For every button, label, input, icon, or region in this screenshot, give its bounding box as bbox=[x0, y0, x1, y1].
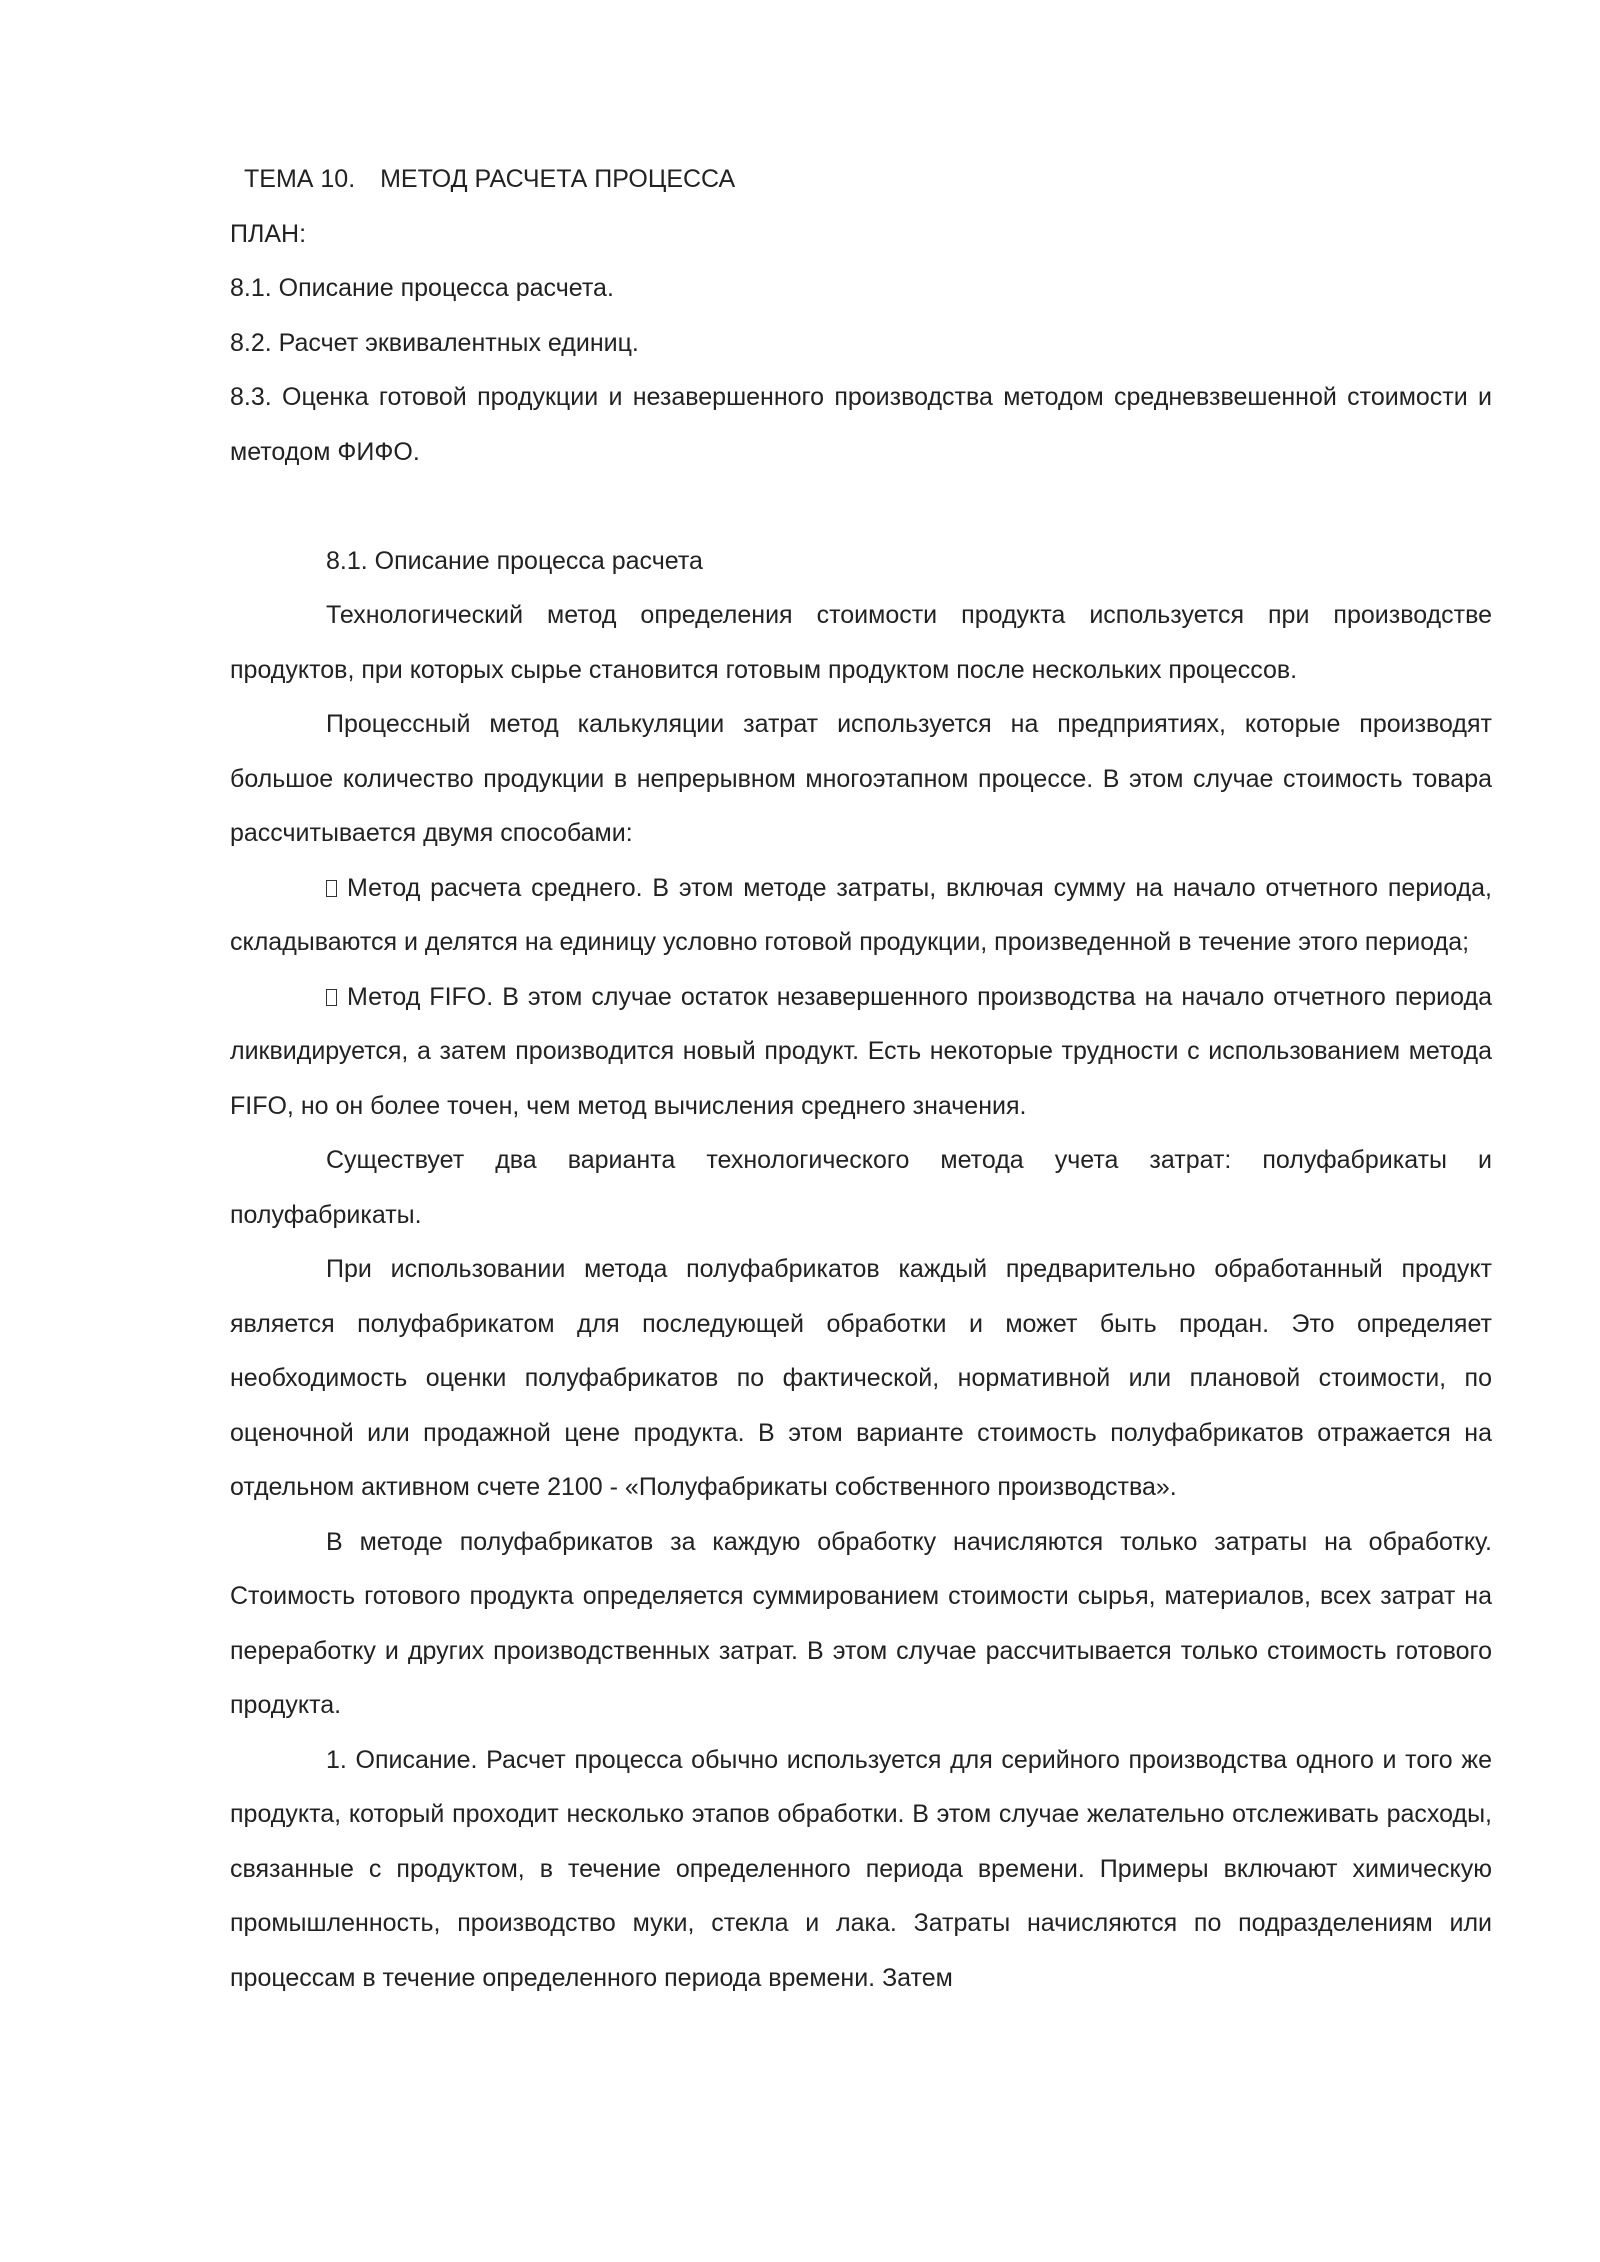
bullet-text: Метод FIFO. В этом случае остаток незавершенного производства на начало отчетного периода ликвидируется, а затем производится новый продукт. Есть некоторые трудности с использованием метода FIFO, но он более точен, чем метод вычисления среднего значения. bbox=[230, 982, 1492, 1120]
bullet-icon bbox=[326, 989, 337, 1006]
section-heading: 8.1. Описание процесса расчета bbox=[326, 546, 703, 575]
bullet-item-fifo bbox=[230, 970, 1492, 1134]
paragraph-4: При использовании метода полуфабрикатов каждый предварительно обработанный продукт является полуфабрикатом для последующей обработки и может быть продан. Это определяет необходимость оценки полуфабрикатов по фактической, нормативной или плановой стоимости, по оценочной или продажной цене продукта. В этом варианте стоимость полуфабрикатов отражается на отдельном активном счете 2100 - «Полуфабрикаты собственного производства». bbox=[230, 1255, 1492, 1501]
paragraph-3: Существует два варианта технологического метода учета затрат: полуфабрикаты и полуфабрикаты. bbox=[230, 1146, 1492, 1229]
page-title bbox=[230, 152, 1492, 207]
bullet-item-average bbox=[230, 861, 1492, 970]
plan-item-3: 8.3. Оценка готовой продукции и незавершенного производства методом средневзвешенной стоимости и методом ФИФО. bbox=[230, 383, 1492, 466]
document-body bbox=[230, 152, 1492, 2005]
paragraph-1: Технологический метод определения стоимости продукта используется при производстве продуктов, при которых сырье становится готовым продуктом после нескольких процессов. bbox=[230, 601, 1492, 684]
bullet-text: Метод расчета среднего. В этом методе затраты, включая сумму на начало отчетного периода, складываются и делятся на единицу условно готовой продукции, произведенной в течение этого периода; bbox=[230, 873, 1492, 956]
paragraph-5: В методе полуфабрикатов за каждую обработку начисляются только затраты на обработку. Стоимость готового продукта определяется суммированием стоимости сырья, материалов, всех затрат на переработку и других производственных затрат. В этом случае рассчитывается только стоимость готового продукта. bbox=[230, 1527, 1492, 1719]
title-text: МЕТОД РАСЧЕТА ПРОЦЕССА bbox=[380, 165, 736, 193]
spacer bbox=[230, 479, 1492, 534]
bullet-icon bbox=[326, 880, 337, 897]
title-number: ТЕМА 10. bbox=[244, 165, 356, 193]
paragraph-6: 1. Описание. Расчет процесса обычно используется для серийного производства одного и того же продукта, который проходит несколько этапов обработки. В этом случае желательно отслеживать расходы, связанные с продуктом, в течение определенного периода времени. Примеры включают химическую промышленность, производство муки, стекла и лака. Затраты начисляются по подразделениям или процессам в течение определенного периода времени. Затем bbox=[230, 1745, 1492, 1992]
plan-item-2: 8.2. Расчет эквивалентных единиц. bbox=[230, 328, 639, 357]
plan-label: ПЛАН: bbox=[230, 219, 307, 248]
paragraph-2: Процессный метод калькуляции затрат используется на предприятиях, которые производят большое количество продукции в непрерывном многоэтапном процессе. В этом случае стоимость товара рассчитывается двумя способами: bbox=[230, 710, 1492, 847]
plan-item-1: 8.1. Описание процесса расчета. bbox=[230, 274, 614, 302]
